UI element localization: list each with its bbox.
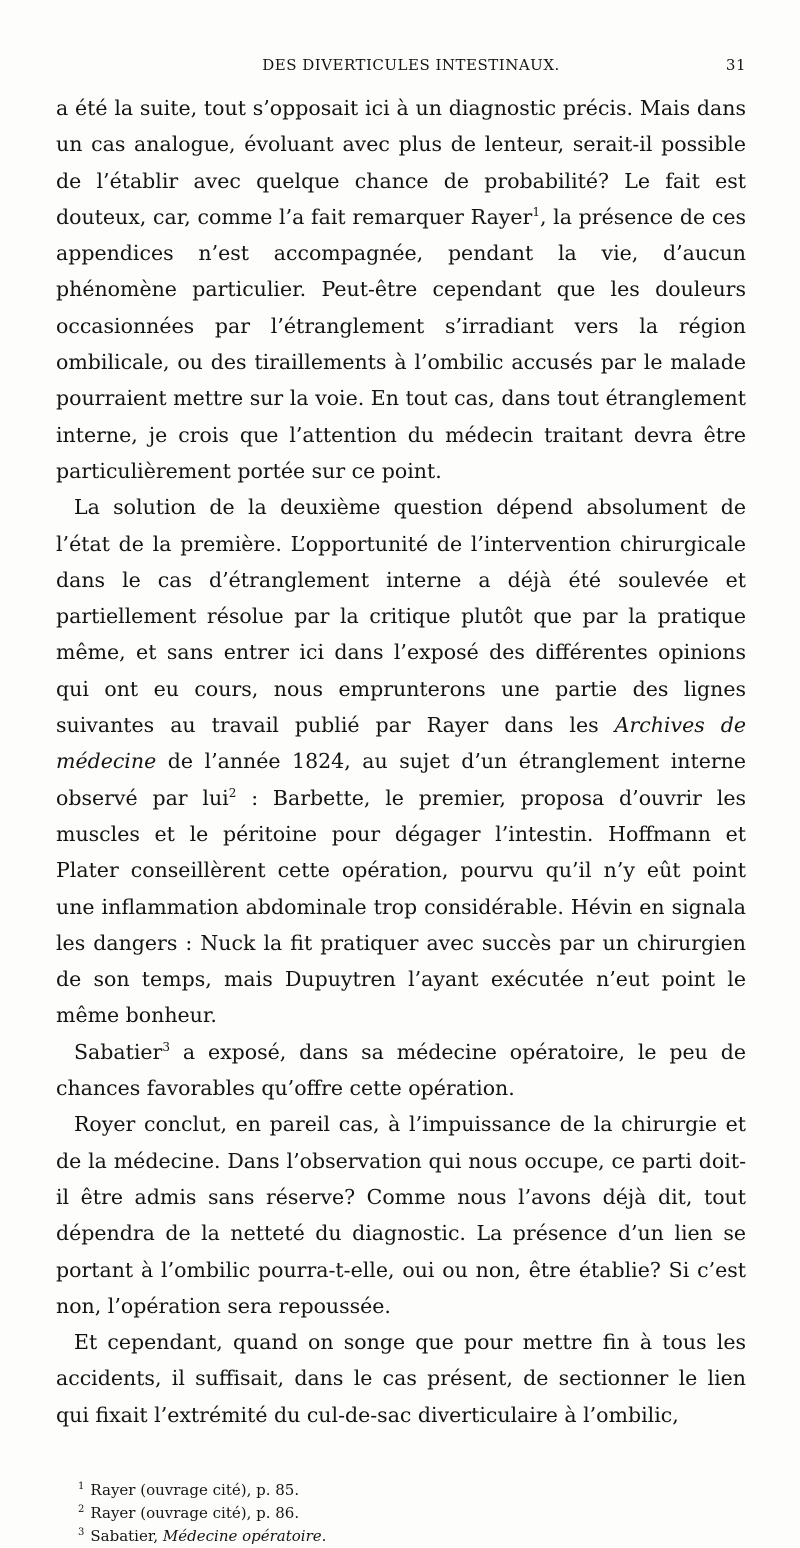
paragraph-1: [56, 90, 746, 489]
footnote-ref-1: 1: [532, 205, 540, 220]
paragraph-text: Sabatier: [74, 1039, 163, 1064]
paragraph-text: de l’année 1824, au sujet d’un étranglement interne observé par lui: [56, 749, 746, 810]
running-head: [56, 56, 746, 82]
footnote-ref-2: 2: [228, 785, 237, 800]
paragraph-text: a été la suite, tout s’opposait ici à un diagnostic précis. Mais dans un cas analogue, évoluant avec plus de lenteur, serait-il possible de l’établir avec quelque chance de probabilité? Le fait est douteux, car, comme l’a fait remarquer Rayer: [56, 96, 746, 229]
book-title: Médecine opératoire.: [162, 1526, 327, 1545]
paragraph-3: [56, 1034, 746, 1107]
footnote-3: [78, 1525, 746, 1548]
book-page: [56, 56, 746, 1548]
paragraph-text: a exposé, dans sa médecine opératoire, le peu de chances favorables qu’offre cette opération.: [56, 1039, 746, 1101]
paragraph-2: [56, 489, 746, 1033]
footnote-2: [78, 1502, 746, 1525]
page-number: 31: [725, 56, 746, 74]
footnotes: [56, 1479, 746, 1548]
paragraph-text: : Barbette, le premier, proposa d’ouvrir les muscles et le péritoine pour dégager l’intestin. Hoffmann et Plater conseillèrent cette opération, pourvu qu’il n’y eût point une inflammation abdominale trop considérable. Hévin en signala les dangers : Nuck la fit pratiquer avec succès par un chirurgien de son temps, mais Dupuytren l’ayant exécutée n’eut point le même bonheur.: [56, 785, 746, 1028]
footnote-1: [78, 1479, 746, 1502]
journal-title: Archives de médecine: [56, 713, 746, 774]
footnote-text: Sabatier,: [90, 1526, 163, 1545]
paragraph-text: La solution de la deuxième question dépend absolument de l’état de la première. L’opportunité de l’intervention chirurgicale dans le cas d’étranglement interne a déjà été soulevée et partiellement résolue par la critique plutôt que par la pratique même, et sans entrer ici dans l’exposé des différentes opinions qui ont eu cours, nous emprunterons une partie des lignes suivantes au travail publié par Rayer dans les: [56, 495, 746, 738]
paragraph-5: Et cependant, quand on songe que pour mettre fin à tous les accidents, il suffisait, dans le cas présent, de sectionner le lien qui fixait l’extrémité du cul-de-sac diverticulaire à l’ombilic,: [56, 1330, 746, 1427]
footnote-number: 3: [78, 1526, 85, 1538]
paragraph-4: Royer conclut, en pareil cas, à l’impuissance de la chirurgie et de la médecine. Dans l’observation qui nous occupe, ce parti doit-il être admis sans réserve? Comme nous l’avons déjà dit, tout dépendra de la netteté du diagnostic. La présence d’un lien se portant à l’ombilic pourra-t-elle, oui ou non, être établie? Si c’est non, l’opération sera repoussée.: [56, 1112, 746, 1318]
footnote-text: Rayer (ouvrage cité), p. 86.: [90, 1503, 300, 1522]
running-head-title: DES DIVERTICULES INTESTINAUX.: [262, 56, 560, 74]
footnote-number: 1: [78, 1480, 85, 1492]
footnote-text: Rayer (ouvrage cité), p. 85.: [90, 1480, 300, 1499]
paragraph-text: , la présence de ces appendices n’est accompagnée, pendant la vie, d’aucun phénomène particulier. Peut-être cependant que les douleurs occasionnées par l’étranglement s’irradiant vers la région ombilicale, ou des tiraillements à l’ombilic accusés par le malade pourraient mettre sur la voie. En tout cas, dans tout étranglement interne, je crois que l’attention du médecin traitant devra être particulièrement portée sur ce point.: [56, 204, 746, 483]
footnote-number: 2: [78, 1503, 85, 1515]
footnote-ref-3: 3: [162, 1039, 170, 1054]
